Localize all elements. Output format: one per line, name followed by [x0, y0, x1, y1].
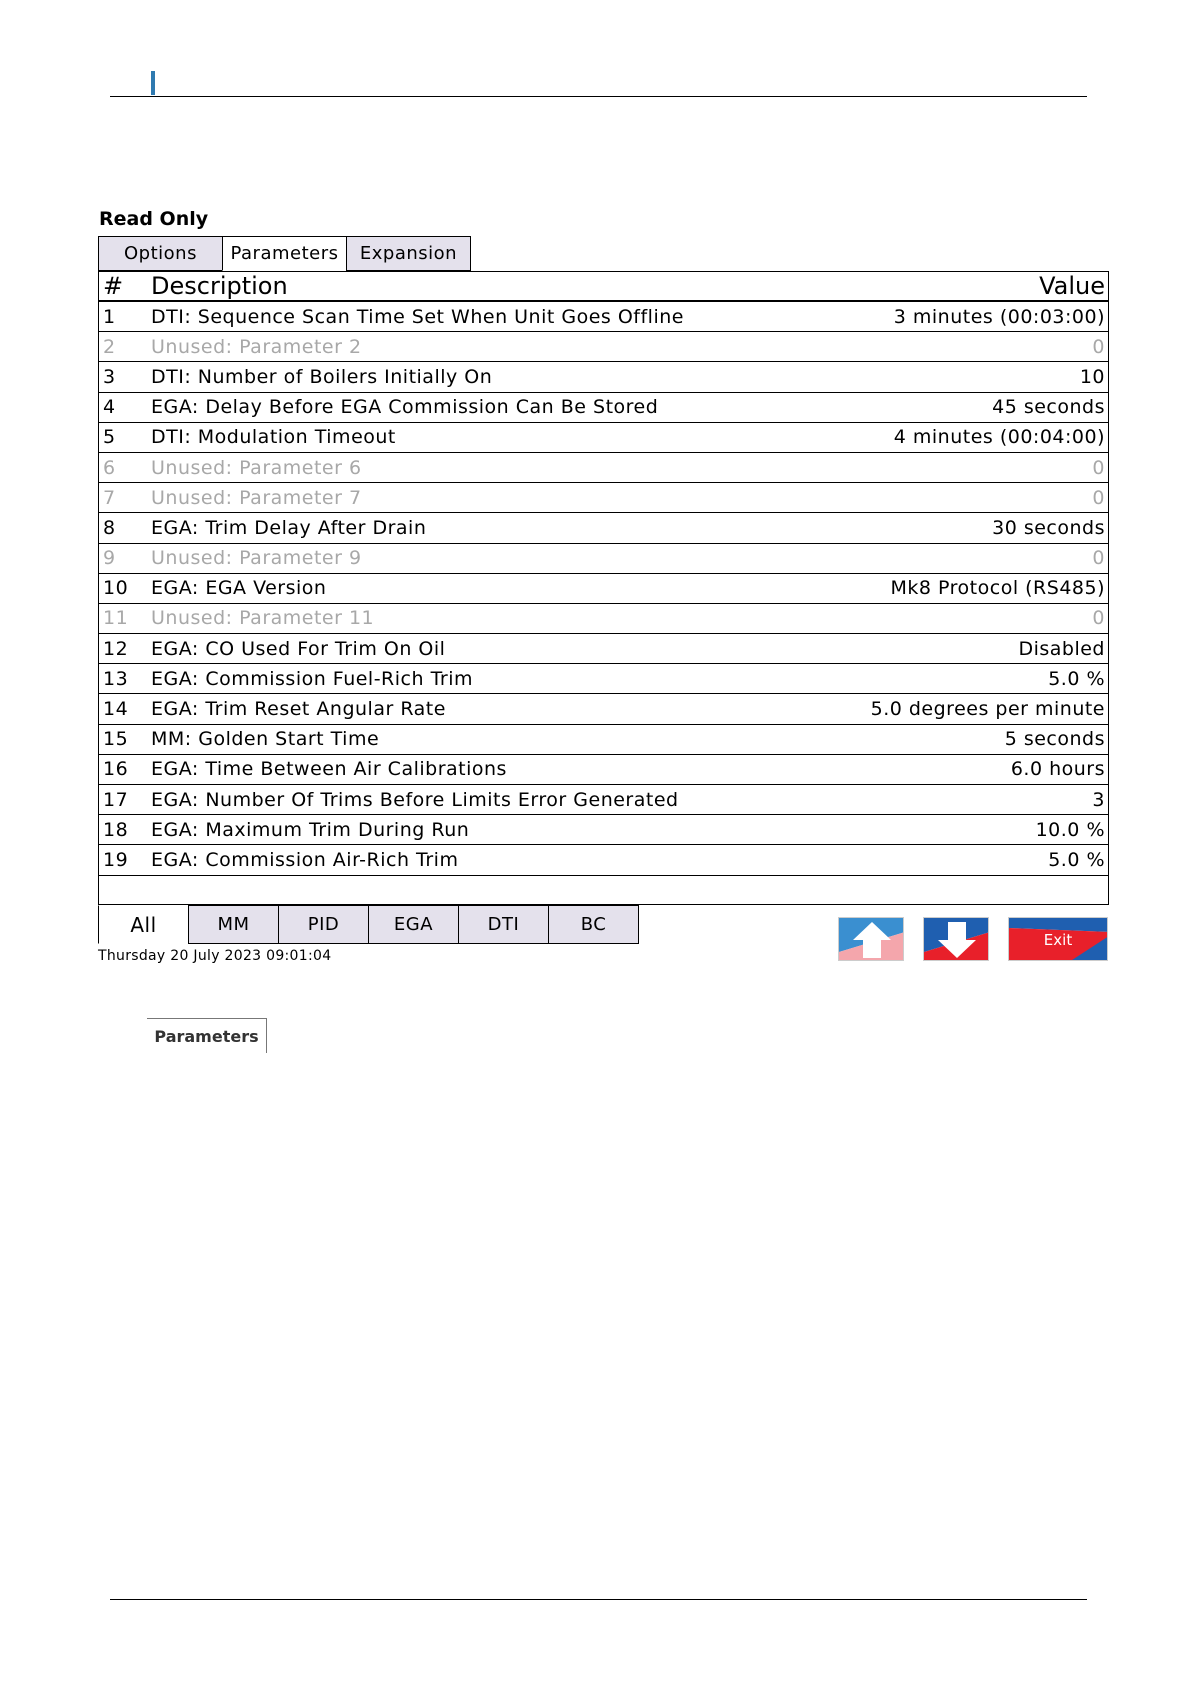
row-number: 2 — [103, 335, 116, 358]
table-row[interactable] — [99, 845, 1108, 875]
scroll-up-button[interactable] — [838, 917, 904, 961]
table-row[interactable] — [99, 393, 1108, 423]
row-description: MM: Golden Start Time — [151, 728, 380, 751]
row-number: 1 — [103, 305, 116, 328]
row-number: 18 — [103, 818, 129, 841]
row-number: 15 — [103, 728, 129, 751]
row-number: 17 — [103, 788, 129, 811]
read-only-title: Read Only — [99, 208, 209, 230]
table-row[interactable] — [99, 483, 1108, 513]
row-description: DTI: Modulation Timeout — [151, 426, 396, 449]
header-rule — [110, 96, 1087, 97]
filter-tab-bar — [98, 905, 638, 944]
row-description: EGA: Delay Before EGA Commission Can Be Stored — [151, 396, 659, 419]
row-value: 3 — [1092, 788, 1105, 811]
row-description: DTI: Sequence Scan Time Set When Unit Goes Offline — [151, 305, 684, 328]
datetime-stamp: Thursday 20 July 2023 09:01:04 — [98, 948, 332, 964]
table-row[interactable] — [99, 453, 1108, 483]
header-accent-mark — [151, 71, 155, 95]
row-number: 10 — [103, 577, 129, 600]
exit-button[interactable] — [1008, 917, 1108, 961]
row-number: 11 — [103, 607, 129, 630]
header-description: Description — [151, 272, 288, 300]
row-number: 16 — [103, 758, 129, 781]
row-number: 8 — [103, 516, 116, 539]
filter-tab-ega[interactable]: EGA — [368, 905, 459, 944]
caption-tab-parameters: Parameters — [147, 1018, 267, 1053]
header-num: # — [103, 272, 124, 300]
table-row[interactable] — [99, 815, 1108, 845]
row-number: 3 — [103, 365, 116, 388]
tab-expansion[interactable]: Expansion — [346, 236, 471, 271]
row-value: Mk8 Protocol (RS485) — [890, 577, 1105, 600]
row-value: 5.0 % — [1048, 848, 1105, 871]
table-row[interactable] — [99, 544, 1108, 574]
row-value: 30 seconds — [992, 516, 1105, 539]
row-value: 10 — [1079, 365, 1105, 388]
filter-tab-all[interactable]: All — [98, 905, 189, 944]
row-value: 0 — [1092, 335, 1105, 358]
row-value: 0 — [1092, 607, 1105, 630]
row-value: 5 seconds — [1004, 728, 1105, 751]
tab-parameters[interactable]: Parameters — [222, 236, 347, 271]
row-description: EGA: Commission Fuel-Rich Trim — [151, 667, 473, 690]
row-description: EGA: CO Used For Trim On Oil — [151, 637, 446, 660]
table-row[interactable] — [99, 362, 1108, 392]
table-row[interactable] — [99, 785, 1108, 815]
row-value: 3 minutes (00:03:00) — [893, 305, 1105, 328]
table-body — [99, 302, 1108, 876]
row-description: DTI: Number of Boilers Initially On — [151, 365, 493, 388]
row-number: 12 — [103, 637, 129, 660]
row-description: Unused: Parameter 11 — [151, 607, 375, 630]
row-description: EGA: Number Of Trims Before Limits Error Generated — [151, 788, 679, 811]
row-number: 6 — [103, 456, 116, 479]
row-number: 9 — [103, 547, 116, 570]
table-row[interactable] — [99, 423, 1108, 453]
arrow-up-icon — [839, 918, 904, 961]
scroll-down-button[interactable] — [923, 917, 989, 961]
table-row[interactable] — [99, 332, 1108, 362]
table-row[interactable] — [99, 574, 1108, 604]
table-row[interactable] — [99, 694, 1108, 724]
row-value: 5.0 degrees per minute — [870, 698, 1105, 721]
tab-options[interactable]: Options — [98, 236, 223, 271]
header-value: Value — [1039, 272, 1105, 300]
row-value: 45 seconds — [992, 396, 1105, 419]
row-value: 0 — [1092, 547, 1105, 570]
row-description: EGA: Time Between Air Calibrations — [151, 758, 507, 781]
table-row[interactable] — [99, 755, 1108, 785]
row-description: Unused: Parameter 2 — [151, 335, 362, 358]
table-row[interactable] — [99, 634, 1108, 664]
table-row[interactable] — [99, 302, 1108, 332]
filter-tab-bc[interactable]: BC — [548, 905, 639, 944]
parameters-table — [98, 271, 1109, 905]
row-description: EGA: Trim Delay After Drain — [151, 516, 427, 539]
top-tab-bar — [98, 236, 470, 272]
row-number: 5 — [103, 426, 116, 449]
row-value: 0 — [1092, 486, 1105, 509]
footer-rule — [110, 1599, 1087, 1600]
row-value: 5.0 % — [1048, 667, 1105, 690]
row-description: EGA: Commission Air-Rich Trim — [151, 848, 459, 871]
table-row[interactable] — [99, 513, 1108, 543]
arrow-down-icon — [924, 918, 989, 961]
row-number: 13 — [103, 667, 129, 690]
row-value: 0 — [1092, 456, 1105, 479]
row-description: Unused: Parameter 6 — [151, 456, 362, 479]
row-value: 6.0 hours — [1010, 758, 1105, 781]
exit-label: Exit — [1043, 931, 1073, 949]
filter-tab-dti[interactable]: DTI — [458, 905, 549, 944]
row-description: EGA: Trim Reset Angular Rate — [151, 698, 446, 721]
row-description: Unused: Parameter 7 — [151, 486, 362, 509]
table-row[interactable] — [99, 664, 1108, 694]
filter-tab-mm[interactable]: MM — [188, 905, 279, 944]
table-header — [99, 272, 1108, 302]
row-number: 7 — [103, 486, 116, 509]
row-description: EGA: Maximum Trim During Run — [151, 818, 470, 841]
row-value: 4 minutes (00:04:00) — [893, 426, 1105, 449]
table-row[interactable] — [99, 725, 1108, 755]
row-value: 10.0 % — [1035, 818, 1105, 841]
filter-tab-pid[interactable]: PID — [278, 905, 369, 944]
row-description: Unused: Parameter 9 — [151, 547, 362, 570]
row-description: EGA: EGA Version — [151, 577, 327, 600]
row-number: 19 — [103, 848, 129, 871]
row-number: 14 — [103, 698, 129, 721]
table-row[interactable] — [99, 604, 1108, 634]
row-number: 4 — [103, 396, 116, 419]
row-value: Disabled — [1018, 637, 1105, 660]
